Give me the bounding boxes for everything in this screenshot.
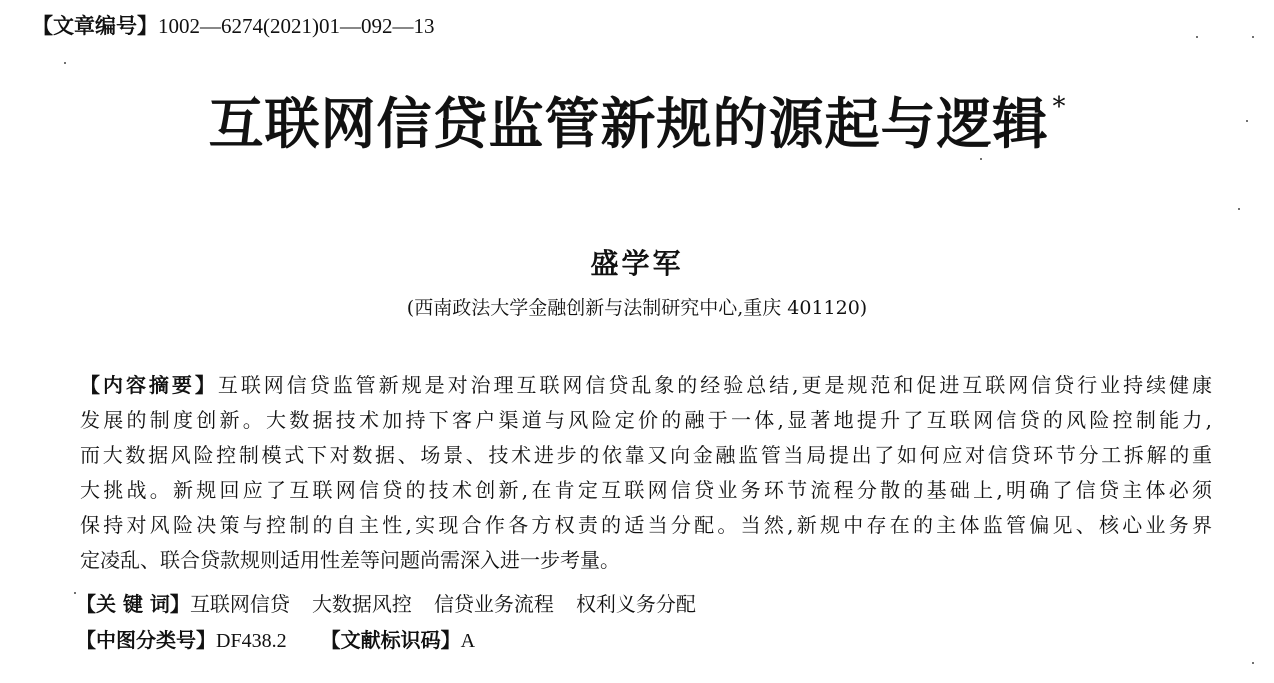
scan-speck xyxy=(1238,208,1240,210)
classification-line xyxy=(76,626,475,655)
scan-speck xyxy=(1252,662,1254,664)
abstract-text: 互联网信贷监管新规是对治理互联网信贷乱象的经验总结,更是规范和促进互联网信贷行业持续健康 xyxy=(217,373,1212,397)
keywords-label: 【关 键 词】 xyxy=(76,592,190,616)
keyword-item: 大数据风控 xyxy=(311,592,412,616)
scan-speck xyxy=(1196,36,1198,38)
article-number-label: 【文章编号】 xyxy=(32,14,158,38)
abstract-line: 定凌乱、联合贷款规则适用性差等问题尚需深入进一步考量。 xyxy=(80,548,620,572)
document-code-value: A xyxy=(460,630,476,652)
clc-value: DF438.2 xyxy=(216,630,287,652)
scan-speck xyxy=(1252,36,1254,38)
abstract-block xyxy=(80,371,1212,581)
title-footnote-mark: * xyxy=(1052,92,1066,122)
author-affiliation: (西南政法大学金融创新与法制研究中心,重庆 401120) xyxy=(406,297,868,319)
article-number-value: 1002—6274(2021)01—092—13 xyxy=(158,14,435,38)
scan-speck xyxy=(980,158,982,160)
keywords-line xyxy=(76,590,718,618)
clc-label: 【中图分类号】 xyxy=(76,628,216,652)
paper-title-text: 互联网信贷监管新规的源起与逻辑 xyxy=(208,91,1049,156)
abstract-label: 【内容摘要】 xyxy=(80,373,218,397)
keyword-item: 信贷业务流程 xyxy=(433,592,554,616)
abstract-line xyxy=(80,371,1212,406)
document-code-label: 【文献标识码】 xyxy=(320,628,461,652)
keyword-item: 权利义务分配 xyxy=(575,592,696,616)
abstract-line: 大挑战。新规回应了互联网信贷的技术创新,在肯定互联网信贷业务环节流程分散的基础上,明确了信贷主体必须 xyxy=(80,478,1212,502)
author-name: 盛学军 xyxy=(590,247,684,280)
scan-speck xyxy=(1246,120,1248,122)
paper-title xyxy=(0,86,1274,162)
scan-speck xyxy=(64,62,66,64)
keyword-item: 互联网信贷 xyxy=(189,592,290,616)
article-number-line xyxy=(32,12,435,40)
scan-speck xyxy=(74,592,76,594)
abstract-line: 发展的制度创新。大数据技术加持下客户渠道与风险定价的融于一体,显著地提升了互联网信贷的风险控制能力, xyxy=(80,408,1212,432)
abstract-line: 保持对风险决策与控制的自主性,实现合作各方权责的适当分配。当然,新规中存在的主体监管偏见、核心业务界 xyxy=(80,513,1212,537)
abstract-line: 而大数据风险控制模式下对数据、场景、技术进步的依靠又向金融监管当局提出了如何应对信贷环节分工拆解的重 xyxy=(80,443,1212,467)
